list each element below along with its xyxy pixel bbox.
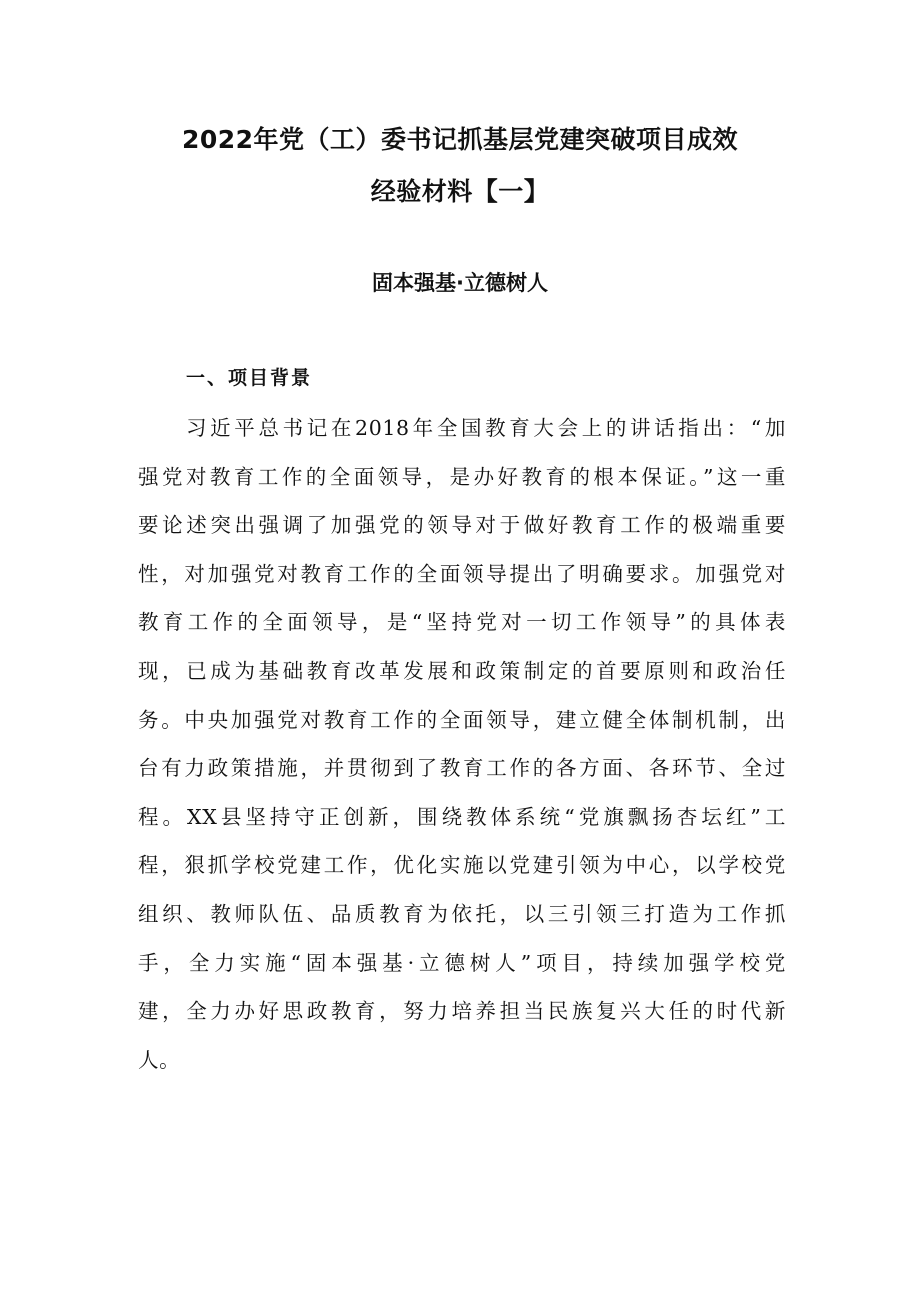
paragraph-line: 务。中央加强党对教育工作的全面领导，建立健全体制机制，出 — [138, 707, 786, 732]
section-heading: 一、项目背景 — [186, 367, 313, 389]
paragraph-line: 程。XX县坚持守正创新，围绕教体系统“党旗飘扬杏坛红”工 — [138, 804, 786, 829]
paragraph-line: 台有力政策措施，并贯彻到了教育工作的各方面、各环节、全过 — [138, 756, 786, 781]
body-paragraph — [138, 404, 786, 1084]
paragraph-line: 性，对加强党对教育工作的全面领导提出了明确要求。加强党对 — [138, 561, 786, 586]
paragraph-line: 习近平总书记在2018年全国教育大会上的讲话指出：“加 — [186, 416, 786, 440]
paragraph-line: 强党对教育工作的全面领导，是办好教育的根本保证。”这一重 — [138, 464, 786, 489]
paragraph-line: 建，全力办好思政教育，努力培养担当民族复兴大任的时代新 — [138, 999, 786, 1024]
paragraph-line: 程，狠抓学校党建工作，优化实施以党建引领为中心，以学校党 — [138, 853, 786, 878]
paragraph-line: 教育工作的全面领导，是“坚持党对一切工作领导”的具体表 — [138, 610, 786, 635]
document-title-line-2: 经验材料【一】 — [370, 177, 550, 206]
document-subtitle: 固本强基·立德树人 — [372, 271, 548, 295]
paragraph-line: 现，已成为基础教育改革发展和政策制定的首要原则和政治任 — [138, 658, 786, 683]
paragraph-line: 人。 — [138, 1047, 181, 1072]
paragraph-line: 组织、教师队伍、品质教育为依托，以三引领三打造为工作抓 — [138, 901, 786, 926]
document-title-line-1: 2022年党（工）委书记抓基层党建突破项目成效 — [181, 125, 739, 154]
paragraph-line: 手，全力实施“固本强基·立德树人”项目，持续加强学校党 — [138, 950, 786, 975]
paragraph-line: 要论述突出强调了加强党的领导对于做好教育工作的极端重要 — [138, 513, 786, 538]
